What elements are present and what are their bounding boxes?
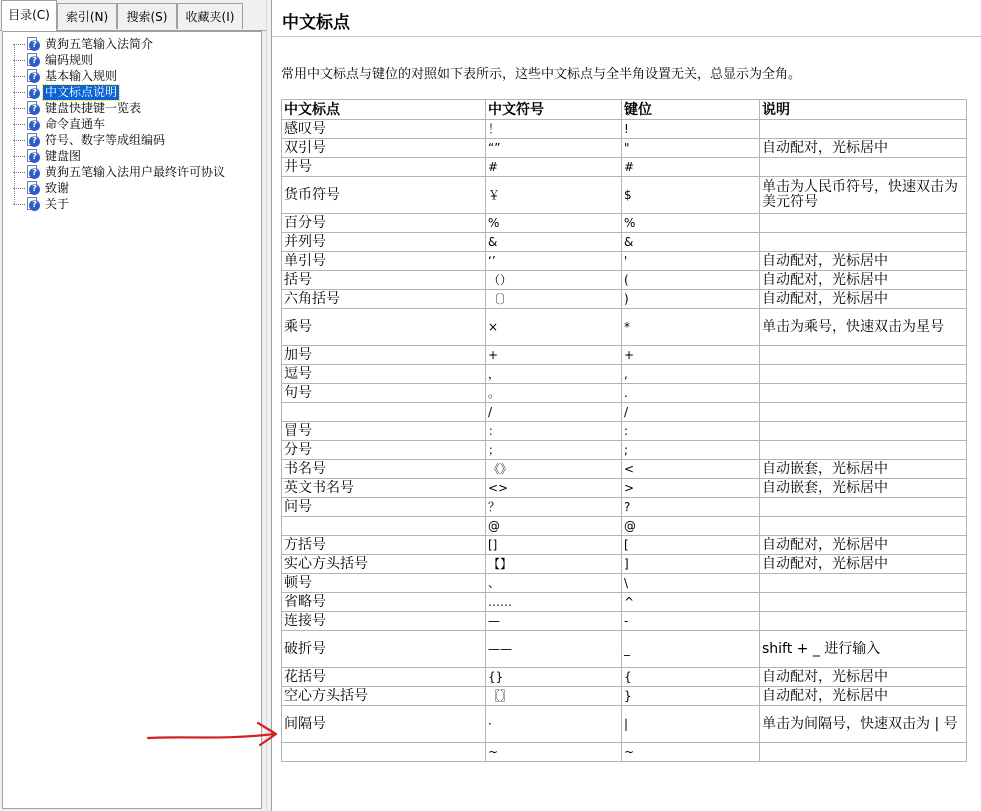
table-row [282,441,967,460]
punct-name-cell: 逗号 [282,365,486,384]
symbol-cell: {} [486,668,622,687]
key-cell: < [622,460,760,479]
description-cell [760,743,967,762]
tab-search[interactable]: 搜索(S) [117,3,177,29]
help-topic-icon: ? [26,197,40,211]
table-row [282,422,967,441]
tree-item[interactable] [13,36,155,52]
table-row [282,498,967,517]
table-row [282,365,967,384]
key-cell: ^ [622,593,760,612]
tree-item[interactable] [13,100,143,116]
symbol-cell: ， [486,365,622,384]
tree-item[interactable] [13,116,107,132]
punct-name-cell: 货币符号 [282,177,486,214]
key-cell: ) [622,290,760,309]
symbol-cell: @ [486,517,622,536]
table-row [282,120,967,139]
tree-item-label: 黄狗五笔输入法用户最终许可协议 [45,164,226,179]
description-cell [760,403,967,422]
tab-favorites[interactable]: 收藏夹(I) [177,3,243,29]
key-cell: # [622,158,760,177]
tree-connector [13,60,25,61]
table-row [282,555,967,574]
table-row [282,479,967,498]
key-cell: & [622,233,760,252]
symbol-cell: % [486,214,622,233]
key-cell: / [622,403,760,422]
help-topic-icon: ? [26,37,40,51]
help-topic-icon: ? [26,165,40,179]
tree-connector [13,188,25,189]
symbol-cell: / [486,403,622,422]
symbol-cell: ？ [486,498,622,517]
punct-name-cell [282,517,486,536]
punct-name-cell: 井号 [282,158,486,177]
help-topic-icon: ? [26,181,40,195]
description-cell [760,120,967,139]
table-row [282,158,967,177]
tree-connector [13,156,25,157]
tree-item-label: 基本输入规则 [45,68,118,83]
key-cell: + [622,346,760,365]
description-cell [760,422,967,441]
key-cell: " [622,139,760,158]
punct-name-cell: 句号 [282,384,486,403]
symbol-cell: ； [486,441,622,460]
punct-name-cell: 冒号 [282,422,486,441]
key-cell: ~ [622,743,760,762]
help-topic-icon: ? [26,69,40,83]
key-cell: } [622,687,760,706]
description-cell [760,612,967,631]
symbol-cell: 〔〕 [486,290,622,309]
punct-name-cell: 书名号 [282,460,486,479]
tree-item-label: 命令直通车 [45,116,106,131]
description-cell: 自动配对，光标居中 [760,252,967,271]
tab-contents[interactable]: 目录(C) [1,0,57,31]
content-pane [272,0,981,811]
tab-index[interactable]: 索引(N) [57,3,117,29]
tree-item[interactable] [13,164,227,180]
description-cell: 自动配对，光标居中 [760,271,967,290]
symbol-cell: — [486,612,622,631]
key-cell: ! [622,120,760,139]
description-cell [760,233,967,252]
page-title: 中文标点 [282,13,350,33]
header-key: 键位 [622,100,760,120]
description-cell [760,593,967,612]
help-topic-icon: ? [26,85,40,99]
table-row [282,271,967,290]
annotation-arrow-icon [146,718,281,752]
description-cell [760,441,967,460]
table-row [282,668,967,687]
punct-name-cell: 感叹号 [282,120,486,139]
tree-item[interactable] [13,148,83,164]
help-topic-icon: ? [26,117,40,131]
punct-name-cell: 分号 [282,441,486,460]
description-cell: 自动配对，光标居中 [760,687,967,706]
nav-tabs [0,0,266,31]
tree-item[interactable] [13,84,119,100]
table-row [282,233,967,252]
table-row [282,403,967,422]
tree-connector [13,92,25,93]
description-cell: 单击为乘号，快速双击为星号 [760,309,967,346]
intro-text: 常用中文标点与键位的对照如下表所示，这些中文标点与全半角设置无关，总显示为全角。 [281,67,802,82]
table-row [282,290,967,309]
key-cell: _ [622,631,760,668]
punct-name-cell: 百分号 [282,214,486,233]
help-topic-icon: ? [26,149,40,163]
symbol-cell: 、 [486,574,622,593]
description-cell: 自动配对，光标居中 [760,139,967,158]
navigation-pane [0,0,266,811]
help-topic-icon: ? [26,101,40,115]
symbol-cell: <> [486,479,622,498]
punct-name-cell: 乘号 [282,309,486,346]
description-cell: 自动配对，光标居中 [760,668,967,687]
punct-name-cell: 括号 [282,271,486,290]
punct-name-cell: 六角括号 [282,290,486,309]
description-cell: 自动嵌套，光标居中 [760,460,967,479]
symbol-cell: × [486,309,622,346]
key-cell: > [622,479,760,498]
title-divider [272,36,981,37]
description-cell: 自动嵌套，光标居中 [760,479,967,498]
description-cell: 单击为间隔号，快速双击为 | 号 [760,706,967,743]
punct-name-cell: 英文书名号 [282,479,486,498]
tree-item-label: 符号、数字等成组编码 [45,132,166,147]
description-cell [760,498,967,517]
tree-item-label: 中文标点说明 [45,84,118,99]
table-row [282,346,967,365]
key-cell: $ [622,177,760,214]
header-symbol: 中文符号 [486,100,622,120]
symbol-cell: ~ [486,743,622,762]
tree-item[interactable] [13,52,95,68]
punct-name-cell: 问号 [282,498,486,517]
tree-connector [13,204,25,205]
key-cell: | [622,706,760,743]
table-row [282,460,967,479]
key-cell: ] [622,555,760,574]
tree-item-label: 关于 [45,196,70,211]
table-row [282,743,967,762]
punct-name-cell: 加号 [282,346,486,365]
tree-item[interactable] [13,196,71,212]
tree-connector [13,44,25,45]
table-row [282,706,967,743]
symbol-cell: ！ [486,120,622,139]
description-cell: 自动配对，光标居中 [760,536,967,555]
table-row [282,309,967,346]
contents-tree [2,31,262,809]
punct-name-cell: 破折号 [282,631,486,668]
key-cell: % [622,214,760,233]
key-cell: ( [622,271,760,290]
table-row [282,517,967,536]
punct-name-cell: 空心方头括号 [282,687,486,706]
symbol-cell: # [486,158,622,177]
description-cell [760,574,967,593]
tree-connector [13,140,25,141]
key-cell: @ [622,517,760,536]
table-row [282,177,967,214]
description-cell [760,365,967,384]
tree-connector [13,108,25,109]
description-cell: 单击为人民币符号，快速双击为美元符号 [760,177,967,214]
symbol-cell: · [486,706,622,743]
symbol-cell: 。 [486,384,622,403]
punctuation-table [281,99,967,762]
tree-connector [13,124,25,125]
description-cell [760,517,967,536]
symbol-cell: 【】 [486,555,622,574]
punct-name-cell [282,743,486,762]
symbol-cell: ‘’ [486,252,622,271]
key-cell: , [622,365,760,384]
symbol-cell: “” [486,139,622,158]
table-row [282,687,967,706]
tree-item-label: 编码规则 [45,52,94,67]
tree-item-label: 键盘图 [45,148,82,163]
symbol-cell: （） [486,271,622,290]
key-cell: * [622,309,760,346]
key-cell: - [622,612,760,631]
table-row [282,384,967,403]
header-description: 说明 [760,100,967,120]
help-topic-icon: ? [26,53,40,67]
description-cell [760,214,967,233]
table-row [282,139,967,158]
tree-item-label: 键盘快捷键一览表 [45,100,142,115]
tree-item[interactable] [13,180,71,196]
symbol-cell: —— [486,631,622,668]
table-row [282,214,967,233]
description-cell [760,346,967,365]
punct-name-cell: 省略号 [282,593,486,612]
table-row [282,593,967,612]
punct-name-cell: 方括号 [282,536,486,555]
key-cell: { [622,668,760,687]
punct-name-cell: 间隔号 [282,706,486,743]
table-row [282,612,967,631]
punct-name-cell: 连接号 [282,612,486,631]
tree-item[interactable] [13,132,167,148]
description-cell: 自动配对，光标居中 [760,290,967,309]
tree-connector [13,76,25,77]
key-cell: : [622,422,760,441]
punct-name-cell: 顿号 [282,574,486,593]
punct-name-cell: 单引号 [282,252,486,271]
description-cell: 自动配对，光标居中 [760,555,967,574]
symbol-cell: ： [486,422,622,441]
punct-name-cell: 并列号 [282,233,486,252]
symbol-cell: ￥ [486,177,622,214]
description-cell [760,384,967,403]
symbol-cell: & [486,233,622,252]
table-header-row [282,100,967,120]
tree-item[interactable] [13,68,119,84]
description-cell [760,158,967,177]
punct-name-cell: 花括号 [282,668,486,687]
key-cell: ' [622,252,760,271]
table-row [282,631,967,668]
tree-item-label: 致谢 [45,180,70,195]
key-cell: ; [622,441,760,460]
punct-name-cell [282,403,486,422]
symbol-cell: 〖〗 [486,687,622,706]
table-row [282,536,967,555]
key-cell: . [622,384,760,403]
header-punct-name: 中文标点 [282,100,486,120]
punct-name-cell: 双引号 [282,139,486,158]
key-cell: ? [622,498,760,517]
symbol-cell: [] [486,536,622,555]
key-cell: \ [622,574,760,593]
punct-name-cell: 实心方头括号 [282,555,486,574]
table-row [282,574,967,593]
symbol-cell: …… [486,593,622,612]
table-row [282,252,967,271]
symbol-cell: 《》 [486,460,622,479]
description-cell: shift + _ 进行输入 [760,631,967,668]
key-cell: [ [622,536,760,555]
tree-item-label: 黄狗五笔输入法简介 [45,36,154,51]
tree-connector [13,172,25,173]
help-topic-icon: ? [26,133,40,147]
symbol-cell: + [486,346,622,365]
